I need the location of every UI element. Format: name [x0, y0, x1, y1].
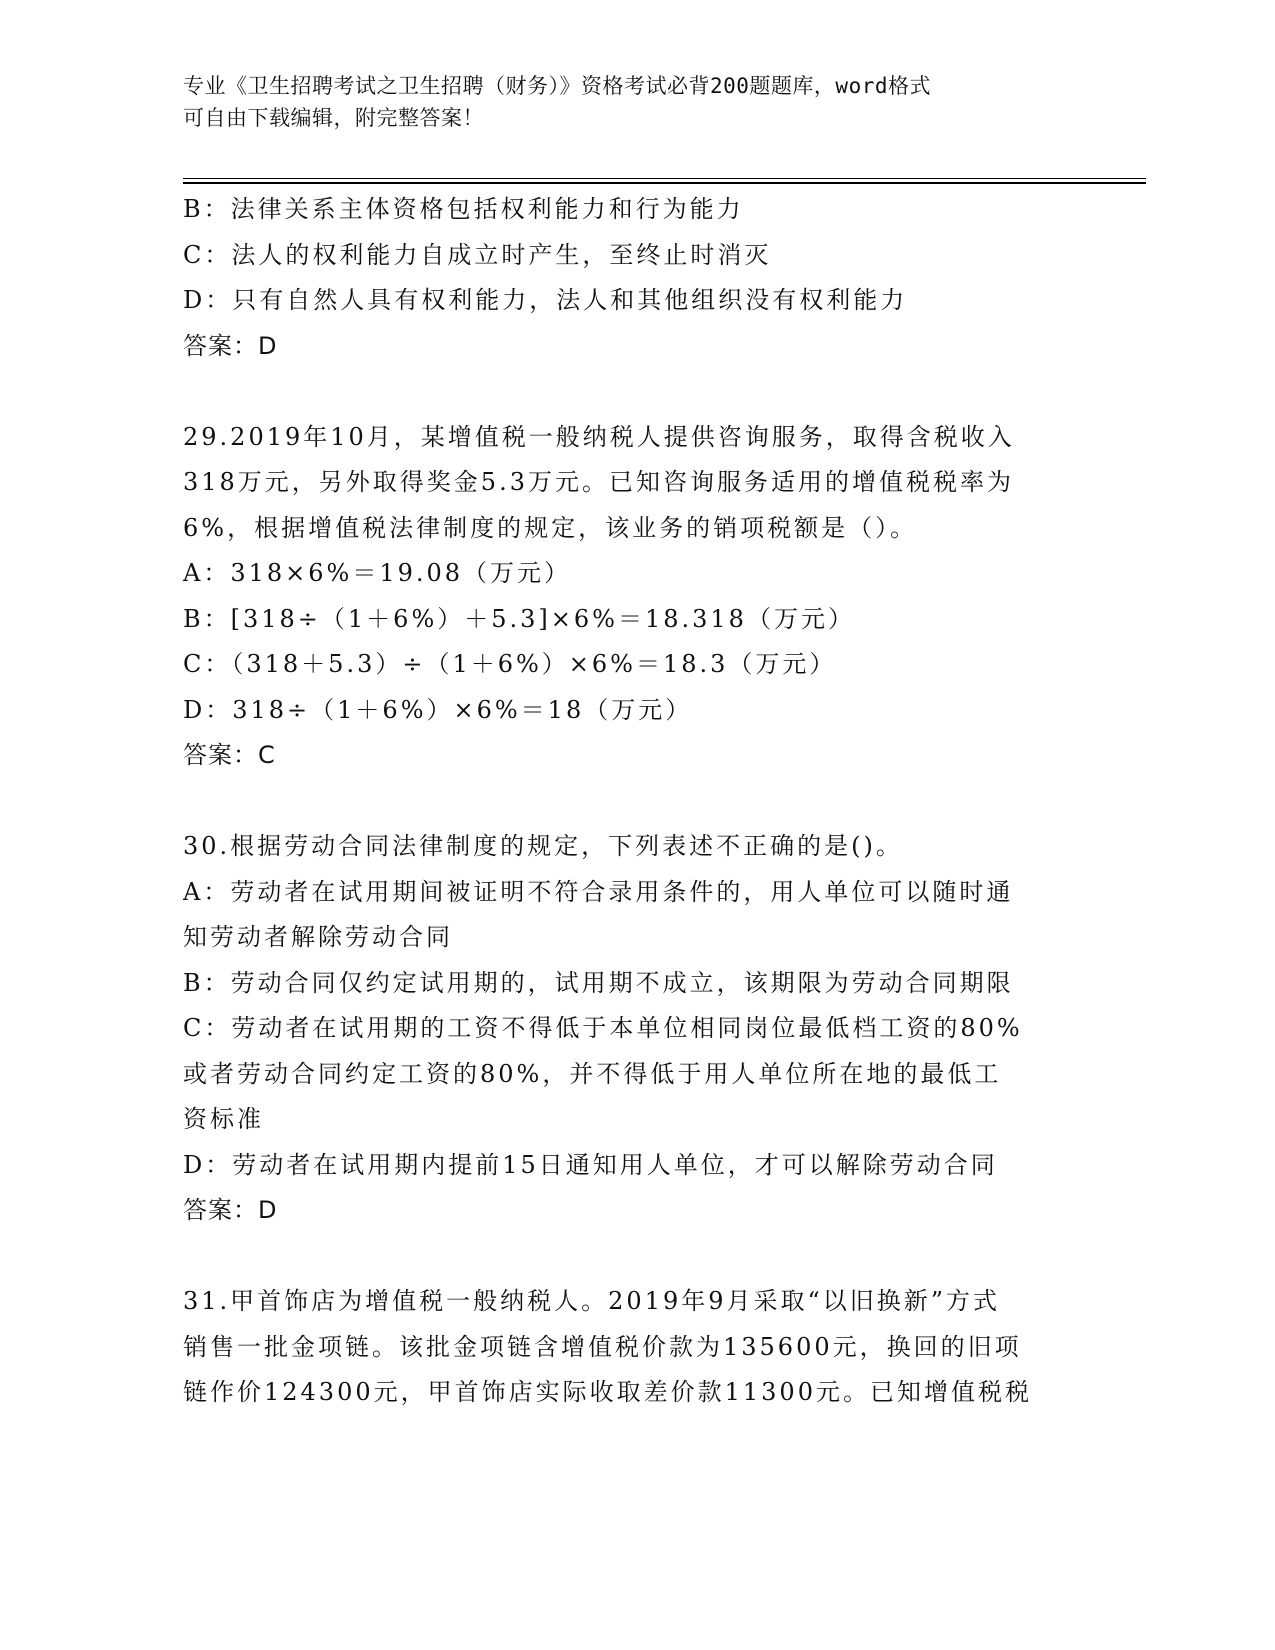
spacer: [183, 1234, 1083, 1280]
document-body: [183, 187, 1083, 1416]
q29-option-a: A：318×6%＝19.08（万元）: [183, 559, 572, 587]
header-divider-thin: [183, 178, 1146, 179]
q30-option-d: D：劳动者在试用期内提前15日通知用人单位，才可以解除劳动合同: [183, 1150, 998, 1179]
q30-option-c-line-1: C：劳动者在试用期的工资不得低于本单位相同岗位最低档工资的80%: [183, 1014, 1023, 1042]
q30-option-a-line-1: A：劳动者在试用期间被证明不符合录用条件的，用人单位可以随时通: [183, 877, 1014, 906]
question-30: [183, 824, 1083, 1234]
q28-answer: 答案：D: [183, 331, 278, 360]
q29-option-c: C：（318＋5.3）÷（1＋6%）×6%＝18.3（万元）: [183, 650, 837, 678]
q30-option-a-line-2: 知劳动者解除劳动合同: [183, 923, 453, 951]
header-line-1: 专业《卫生招聘考试之卫生招聘（财务）》资格考试必背200题题库，word格式: [183, 74, 931, 98]
q30-option-b: B：劳动合同仅约定试用期的，试用期不成立，该期限为劳动合同期限: [183, 968, 1014, 997]
header-divider-thick: [183, 182, 1146, 184]
q31-stem-line-1: 31.甲首饰店为增值税一般纳税人。2019年9月采取“以旧换新”方式: [183, 1287, 1001, 1315]
q29-stem-line-3: 6%，根据增值税法律制度的规定，该业务的销项税额是（）。: [183, 513, 918, 542]
question-29: [183, 415, 1083, 779]
q30-option-c-line-2: 或者劳动合同约定工资的80%，并不得低于用人单位所在地的最低工: [183, 1059, 1002, 1088]
q31-stem-line-3: 链作价124300元，甲首饰店实际收取差价款11300元。已知增值税税: [183, 1378, 1032, 1406]
q30-option-c-line-3: 资标准: [183, 1105, 264, 1133]
q28-option-b: B：法律关系主体资格包括权利能力和行为能力: [183, 195, 744, 223]
q28-option-d: D：只有自然人具有权利能力，法人和其他组织没有权利能力: [183, 286, 908, 314]
q29-option-b: B：[318÷（1＋6%）＋5.3]×6%＝18.318（万元）: [183, 604, 855, 633]
header-line-2: 可自由下载编辑，附完整答案！: [183, 106, 484, 130]
q31-stem-line-2: 销售一批金项链。该批金项链含增值税价款为135600元，换回的旧项: [183, 1332, 1022, 1361]
spacer: [183, 779, 1083, 825]
q29-answer: 答案：C: [183, 741, 276, 769]
q29-option-d: D：318÷（1＋6%）×6%＝18（万元）: [183, 695, 693, 724]
q30-stem: 30.根据劳动合同法律制度的规定，下列表述不正确的是()。: [183, 832, 903, 860]
question-31: [183, 1279, 1083, 1416]
q28-option-c: C：法人的权利能力自成立时产生，至终止时消灭: [183, 240, 772, 269]
document-header: [183, 70, 1083, 134]
question-28-options: [183, 187, 1083, 369]
q30-answer: 答案：D: [183, 1196, 278, 1224]
q29-stem-line-1: 29.2019年10月，某增值税一般纳税人提供咨询服务，取得含税收入: [183, 422, 1015, 451]
q29-stem-line-2: 318万元，另外取得奖金5.3万元。已知咨询服务适用的增值税税率为: [183, 468, 1014, 496]
spacer: [183, 369, 1083, 415]
